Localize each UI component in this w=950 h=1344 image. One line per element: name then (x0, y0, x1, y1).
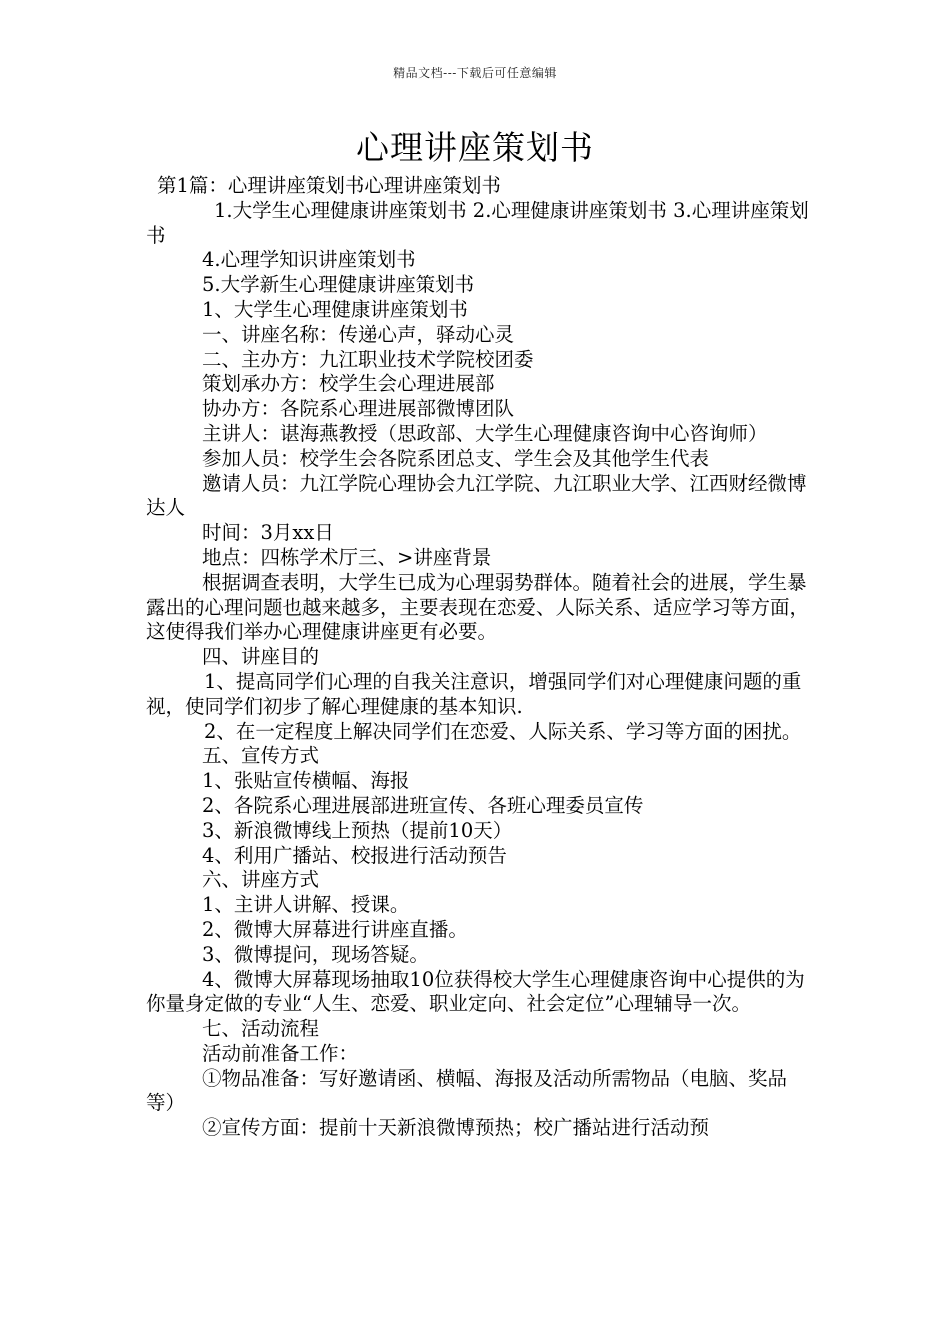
paragraph: 2、各院系心理进展部进班宣传、各班心理委员宣传 (202, 793, 644, 817)
paragraph: 七、活动流程 (202, 1017, 320, 1041)
paragraph: 第1篇：心理讲座策划书心理讲座策划书 (157, 174, 501, 197)
paragraph: 四、讲座目的 (202, 645, 320, 669)
paragraph: ①物品准备：写好邀请函、横幅、海报及活动所需物品（电脑、奖品等） (146, 1066, 788, 1115)
paragraph: 2、微博大屏幕进行讲座直播。 (202, 917, 468, 941)
paragraph: 协办方：各院系心理进展部微博团队 (202, 397, 515, 421)
paragraph: 参加人员：校学生会各院系团总支、学生会及其他学生代表 (202, 446, 710, 470)
paragraph: 4、微博大屏幕现场抽取10位获得校大学生心理健康咨询中心提供的为你量身定做的专业“人生、恋爱、职业定向、社会定位”心理辅导一次。 (146, 967, 805, 1016)
paragraph: 1、张贴宣传横幅、海报 (202, 769, 410, 793)
paragraph: 1、大学生心理健康讲座策划书 (202, 297, 468, 321)
paragraph: 1、主讲人讲解、授课。 (202, 893, 410, 917)
paragraph: ②宣传方面：提前十天新浪微博预热；校广播站进行活动预 (202, 1116, 710, 1140)
paragraph: 1、提高同学们心理的自我关注意识，增强同学们对心理健康问题的重视，使同学们初步了解心理健康的基本知识. (146, 669, 802, 718)
paragraph: 4.心理学知识讲座策划书 (202, 248, 416, 272)
paragraph: 五、宣传方式 (202, 744, 320, 768)
paragraph: 主讲人：谌海燕教授（思政部、大学生心理健康咨询中心咨询师） (202, 421, 768, 445)
paragraph: 地点：四栋学术厅三、>讲座背景 (202, 545, 492, 569)
paragraph: 策划承办方：校学生会心理进展部 (202, 372, 495, 396)
paragraph: 3、新浪微博线上预热（提前10天） (202, 818, 513, 842)
paragraph: 4、利用广播站、校报进行活动预告 (202, 843, 507, 867)
document-title: 心理讲座策划书 (356, 128, 594, 167)
paragraph: 5.大学新生心理健康讲座策划书 (202, 273, 475, 297)
paragraph: 一、讲座名称：传递心声，驿动心灵 (202, 322, 515, 346)
paragraph: 六、讲座方式 (202, 868, 320, 892)
paragraph: 二、主办方：九江职业技术学院校团委 (202, 347, 534, 371)
paragraph: 时间：3月xx日 (202, 521, 334, 545)
paragraph: 3、微博提问，现场答疑。 (202, 942, 429, 966)
document-body (146, 174, 810, 1141)
paragraph: 活动前准备工作： (202, 1041, 359, 1065)
paragraph: 根据调查表明，大学生已成为心理弱势群体。随着社会的进展，学生暴露出的心理问题也越来越多，主要表现在恋爱、人际关系、适应学习等方面，这使得我们举办心理健康讲座更有必要。 (146, 570, 810, 644)
paragraph: 2、在一定程度上解决同学们在恋爱、人际关系、学习等方面的困扰。 (204, 719, 802, 743)
paragraph: 1.大学生心理健康讲座策划书 2.心理健康讲座策划书 3.心理讲座策划书 (146, 198, 809, 247)
paragraph: 邀请人员：九江学院心理协会九江学院、九江职业大学、江西财经微博达人 (146, 471, 807, 520)
header-note: 精品文档---下载后可任意编辑 (393, 66, 557, 80)
